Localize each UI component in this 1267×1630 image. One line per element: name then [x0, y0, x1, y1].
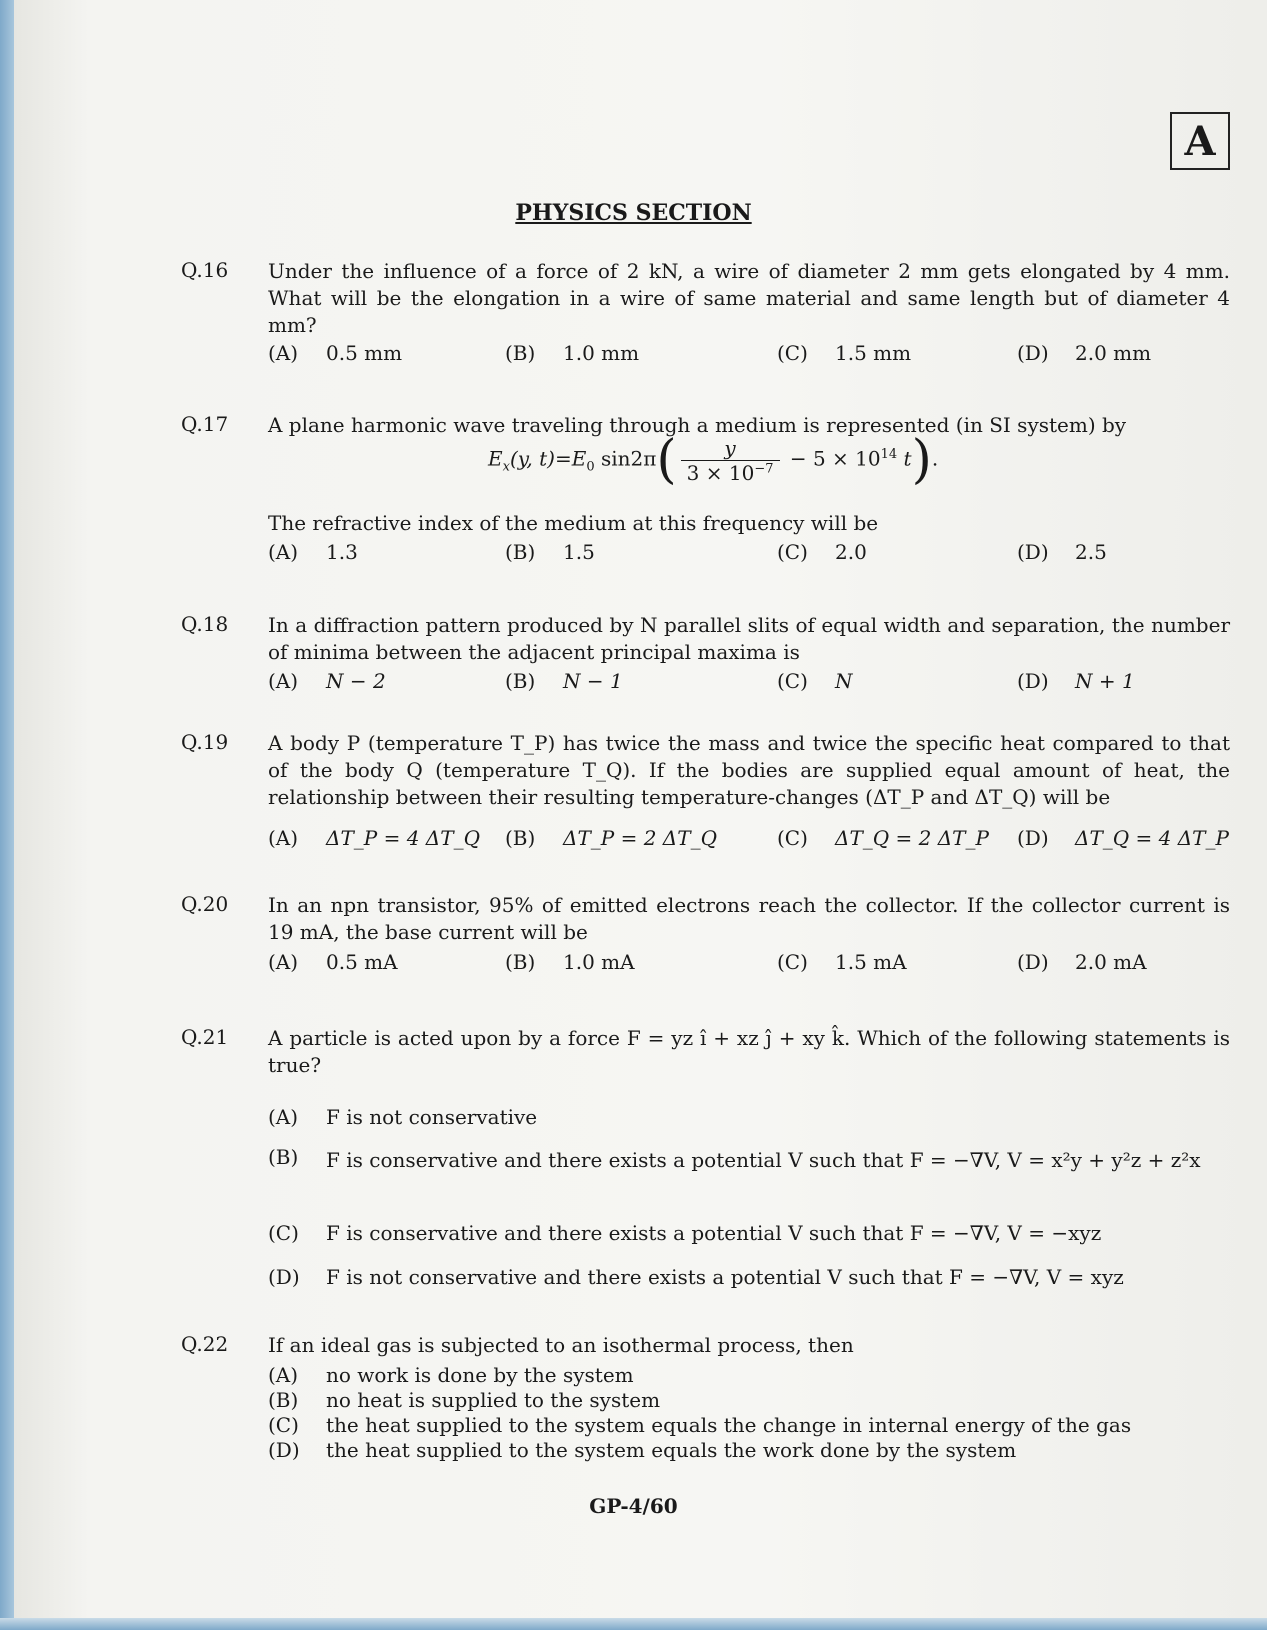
- question-text-2: The refractive index of the medium at this frequency will be: [268, 511, 879, 535]
- option-c[interactable]: (C) N: [777, 669, 853, 693]
- option-a[interactable]: (A) 1.3: [268, 540, 358, 564]
- option-a[interactable]: (A) ΔT_P = 4 ΔT_Q: [268, 826, 480, 850]
- set-code-box: A: [1170, 112, 1230, 170]
- option-b[interactable]: (B) no heat is supplied to the system: [268, 1388, 661, 1412]
- question-number: Q.21: [181, 1025, 229, 1049]
- question-number: Q.20: [181, 892, 229, 916]
- question-text: In an npn transistor, 95% of emitted electrons reach the collector. If the collector current is 19 mA, the base current will be: [268, 893, 1230, 944]
- option-b[interactable]: (B) 1.5: [505, 540, 595, 564]
- question-number: Q.18: [181, 612, 229, 636]
- section-title: PHYSICS SECTION: [515, 200, 752, 226]
- scan-edge-bottom: [0, 1618, 1267, 1630]
- wave-equation: $E_x(y$, $t)=E_0$ sin2π( $\frac{y}{3 \times 10^{-7}}$ − $5 \times 10^{14}$ t).: [488, 430, 939, 490]
- scan-edge-left: [0, 0, 14, 1630]
- option-c[interactable]: (C) the heat supplied to the system equals the change in internal energy of the gas: [268, 1413, 1132, 1437]
- option-c[interactable]: (C) 1.5 mA: [777, 950, 907, 974]
- option-b[interactable]: (B) 1.0 mm: [505, 341, 640, 365]
- question-text: In a diffraction pattern produced by N parallel slits of equal width and separation, the number of minima between the adjacent principal maxima is: [268, 613, 1230, 664]
- option-d[interactable]: (D) 2.0 mm: [1017, 341, 1152, 365]
- option-a[interactable]: (A) 0.5 mA: [268, 950, 398, 974]
- option-a[interactable]: (A) F is not conservative: [268, 1105, 538, 1129]
- option-c[interactable]: (C) ΔT_Q = 2 ΔT_P: [777, 826, 989, 850]
- option-d[interactable]: (D) F is not conservative and there exists a potential V such that F = −∇V, V = xyz: [268, 1265, 1124, 1289]
- question-text: Under the influence of a force of 2 kN, a wire of diameter 2 mm gets elongated by 4 mm. What will be the elongation in a wire of same material and same length but of diameter 4 mm?: [268, 259, 1230, 337]
- option-d[interactable]: (D) N + 1: [1017, 669, 1135, 693]
- option-b[interactable]: (B) F is conservative and there exists a potential V such that F = −∇V, V = x²y + y²z + z²x: [268, 1145, 1201, 1172]
- option-d[interactable]: (D) 2.0 mA: [1017, 950, 1147, 974]
- question-number: Q.22: [181, 1332, 229, 1356]
- option-b[interactable]: (B) N − 1: [505, 669, 623, 693]
- question-text: A particle is acted upon by a force F = yz î + xz ĵ + xy k̂. Which of the following statements is true?: [268, 1026, 1230, 1077]
- option-c[interactable]: (C) 2.0: [777, 540, 867, 564]
- option-d[interactable]: (D) the heat supplied to the system equals the work done by the system: [268, 1438, 1017, 1462]
- option-a[interactable]: (A) N − 2: [268, 669, 386, 693]
- question-text: If an ideal gas is subjected to an isothermal process, then: [268, 1333, 854, 1357]
- option-b[interactable]: (B) ΔT_P = 2 ΔT_Q: [505, 826, 717, 850]
- question-number: Q.19: [181, 730, 229, 754]
- option-c[interactable]: (C) F is conservative and there exists a potential V such that F = −∇V, V = −xyz: [268, 1221, 1102, 1245]
- option-c[interactable]: (C) 1.5 mm: [777, 341, 912, 365]
- question-number: Q.17: [181, 412, 229, 436]
- option-d[interactable]: (D) 2.5: [1017, 540, 1107, 564]
- question-text: A body P (temperature T_P) has twice the mass and twice the specific heat compared to that of the body Q (temperature T_Q). If the bodies are supplied equal amount of heat, the relationship between their resulting temperature-changes (ΔT_P and ΔT_Q) will be: [268, 731, 1230, 809]
- question-text: A plane harmonic wave traveling through a medium is represented (in SI system) by: [268, 413, 1127, 437]
- option-d[interactable]: (D) ΔT_Q = 4 ΔT_P: [1017, 826, 1229, 850]
- option-a[interactable]: (A) 0.5 mm: [268, 341, 403, 365]
- option-a[interactable]: (A) no work is done by the system: [268, 1363, 634, 1387]
- option-b[interactable]: (B) 1.0 mA: [505, 950, 635, 974]
- question-number: Q.16: [181, 258, 229, 282]
- page-footer: GP-4/60: [589, 1494, 678, 1518]
